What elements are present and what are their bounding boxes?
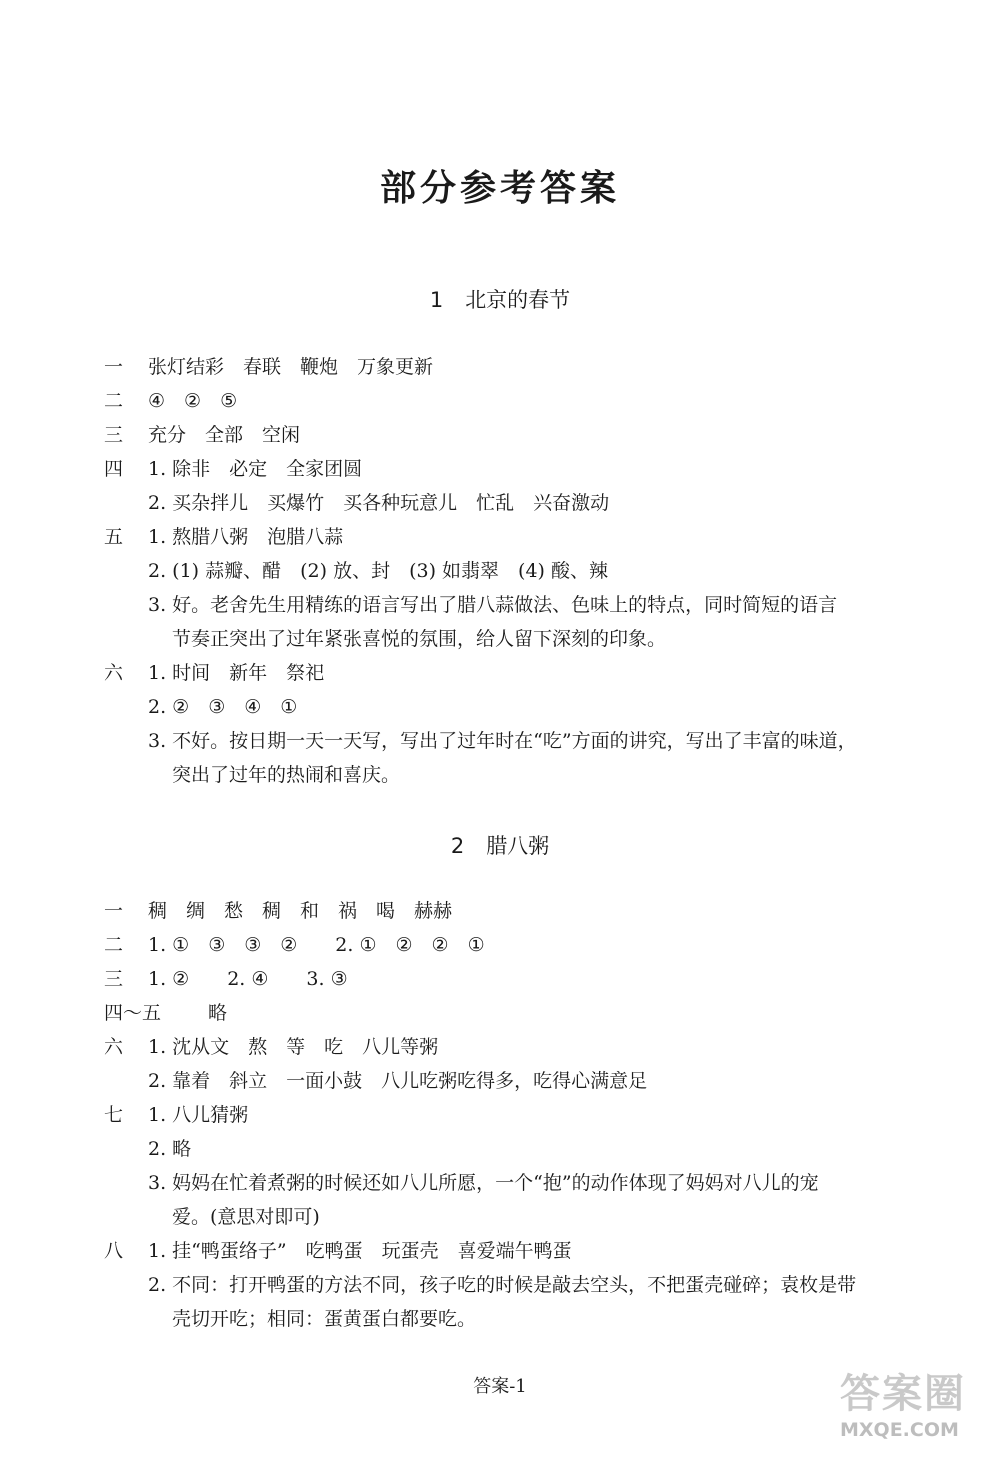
question-label: 六	[104, 1036, 124, 1058]
answer-row	[104, 894, 924, 928]
question-label: 六	[104, 662, 124, 684]
answer-subitem: 3. 不好。按日期一天一天写，写出了过年时在“吃”方面的讲究，写出了丰富的味道，	[148, 730, 857, 752]
question-label: 四～五	[104, 1002, 162, 1024]
question-label: 五	[104, 526, 124, 548]
question-label: 一	[104, 356, 124, 378]
answer-subitem: 2. 略	[148, 1138, 192, 1160]
answer-continuation: 壳切开吃；相同：蛋黄蛋白都要吃。	[172, 1308, 477, 1330]
answer-text: 1. 除非 必定 全家团圆	[148, 458, 363, 480]
answer-row	[104, 656, 924, 690]
question-label: 一	[104, 900, 124, 922]
answer-text: 1. 挂“鸭蛋络子” 吃鸭蛋 玩蛋壳 喜爱端午鸭蛋	[148, 1240, 572, 1262]
page-title: 部分参考答案	[379, 168, 620, 210]
answer-text: 1. 熬腊八粥 泡腊八蒜	[148, 526, 344, 548]
answer-row	[104, 384, 924, 418]
section-number: 1	[429, 288, 444, 312]
answer-subitem: 2. (1) 蒜瓣、醋 (2) 放、封 (3) 如翡翠 (4) 酸、辣	[148, 560, 608, 582]
section-heading-1	[0, 284, 1000, 314]
answer-subitem: 2. ② ③ ④ ①	[148, 696, 298, 718]
answer-row	[104, 1234, 924, 1268]
answer-row	[104, 1098, 924, 1132]
answer-row	[104, 520, 924, 554]
answer-row	[104, 996, 924, 1030]
answer-continuation: 节奏正突出了过年紧张喜悦的氛围，给人留下深刻的印象。	[172, 628, 667, 650]
answer-row	[104, 1030, 924, 1064]
answer-text: 1. ② 2. ④ 3. ③	[148, 968, 348, 990]
question-label: 八	[104, 1240, 124, 1262]
answer-subitem: 2. 靠着 斜立 一面小鼓 八儿吃粥吃得多，吃得心满意足	[148, 1070, 648, 1092]
question-label: 三	[104, 424, 124, 446]
answer-row	[104, 350, 924, 384]
answer-row	[104, 928, 924, 962]
answer-text: ④ ② ⑤	[148, 390, 238, 412]
answer-subitem: 2. 不同：打开鸭蛋的方法不同，孩子吃的时候是敲去空头，不把蛋壳碰碎；袁枚是带	[148, 1274, 857, 1296]
answer-subitem: 3. 妈妈在忙着煮粥的时候还如八儿所愿，一个“抱”的动作体现了妈妈对八儿的宠	[148, 1172, 819, 1194]
answer-text: 1. 八儿猜粥	[148, 1104, 249, 1126]
answer-text: 充分 全部 空闲	[148, 424, 301, 446]
answer-text: 1. 时间 新年 祭祀	[148, 662, 325, 684]
answer-continuation: 爱。(意思对即可)	[172, 1206, 320, 1228]
question-label: 四	[104, 458, 124, 480]
question-label: 七	[104, 1104, 124, 1126]
answer-text: 1. 沈从文 熬 等 吃 八儿等粥	[148, 1036, 439, 1058]
section-heading-2	[0, 830, 1000, 860]
watermark-logo: 答案圈	[840, 1371, 966, 1417]
page-number: 答案-1	[473, 1376, 527, 1397]
answer-subitem: 2. 买杂拌儿 买爆竹 买各种玩意儿 忙乱 兴奋激动	[148, 492, 610, 514]
answer-continuation: 突出了过年的热闹和喜庆。	[172, 764, 401, 786]
section-number: 2	[450, 834, 465, 858]
answer-subitem: 3. 好。老舍先生用精练的语言写出了腊八蒜做法、色味上的特点，同时简短的语言	[148, 594, 838, 616]
section-title: 腊八粥	[486, 834, 550, 858]
question-label: 三	[104, 968, 124, 990]
answer-text: 稠 绸 愁 稠 和 祸 喝 赫赫	[148, 900, 453, 922]
question-label: 二	[104, 934, 124, 956]
watermark	[840, 1370, 990, 1456]
answer-text: 张灯结彩 春联 鞭炮 万象更新	[148, 356, 434, 378]
answer-text: 略	[208, 1002, 228, 1024]
answer-text: 1. ① ③ ③ ② 2. ① ② ② ①	[148, 934, 485, 956]
watermark-url: MXQE.COM	[840, 1419, 959, 1441]
question-label: 二	[104, 390, 124, 412]
answer-row	[104, 418, 924, 452]
section-title: 北京的春节	[465, 288, 571, 312]
answer-row	[104, 452, 924, 486]
answer-row	[104, 962, 924, 996]
